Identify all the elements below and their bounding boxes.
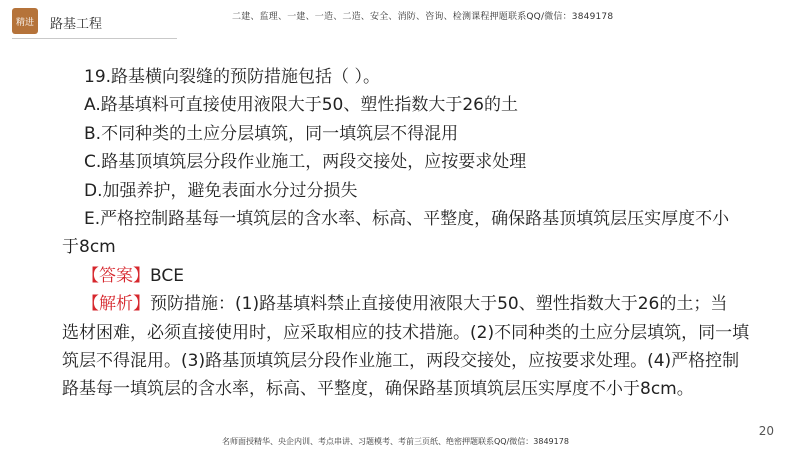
footer-contact-note: 名师面授精华、央企内训、考点串讲、习题模考、考前三页纸、绝密押题联系QQ/微信：3849178	[222, 437, 569, 446]
explanation-line-2: 选材困难，必须直接使用时，应采取相应的技术措施。(2)不同种类的土应分层填筑，同一填	[62, 322, 750, 343]
answer-value: BCE	[150, 265, 184, 286]
answer-tag: 【答案】	[82, 265, 150, 286]
explanation-line-3: 筑层不得混用。(3)路基顶填筑层分段作业施工，两段交接处，应按要求处理。(4)严格控制	[62, 351, 740, 372]
explanation-line-1	[62, 290, 752, 318]
brand-logo	[12, 8, 38, 34]
explanation-text-1: 预防措施：(1)路基填料禁止直接使用液限大于50、塑性指数大于26的土；当	[150, 294, 728, 315]
page-number: 20	[758, 424, 774, 438]
answer-line	[62, 262, 752, 290]
option-d: D.加强养护，避免表面水分过分损失	[84, 180, 358, 201]
header-contact-note: 二建、监理、一建、一造、二造、安全、消防、咨询、检测课程押题联系QQ/微信：3849178	[232, 12, 614, 22]
page-header	[0, 0, 800, 42]
explanation-tag: 【解析】	[82, 294, 150, 315]
question-content	[62, 63, 752, 404]
option-e-continued: 于8cm	[62, 237, 116, 258]
option-a: A.路基填料可直接使用液限大于50、塑性指数大于26的土	[84, 95, 518, 116]
section-title: 路基工程	[50, 17, 103, 32]
option-e: E.严格控制路基每一填筑层的含水率、标高、平整度，确保路基顶填筑层压实厚度不小	[84, 209, 730, 230]
option-c: C.路基顶填筑层分段作业施工，两段交接处，应按要求处理	[84, 152, 527, 173]
logo-text: 精进	[15, 17, 34, 28]
explanation-line-4: 路基每一填筑层的含水率，标高、平整度，确保路基顶填筑层压实厚度不小于8cm。	[62, 379, 694, 400]
question-stem: 19.路基横向裂缝的预防措施包括（ ）。	[84, 67, 380, 87]
option-b: B.不同种类的土应分层填筑，同一填筑层不得混用	[84, 123, 459, 144]
header-divider	[12, 38, 177, 39]
